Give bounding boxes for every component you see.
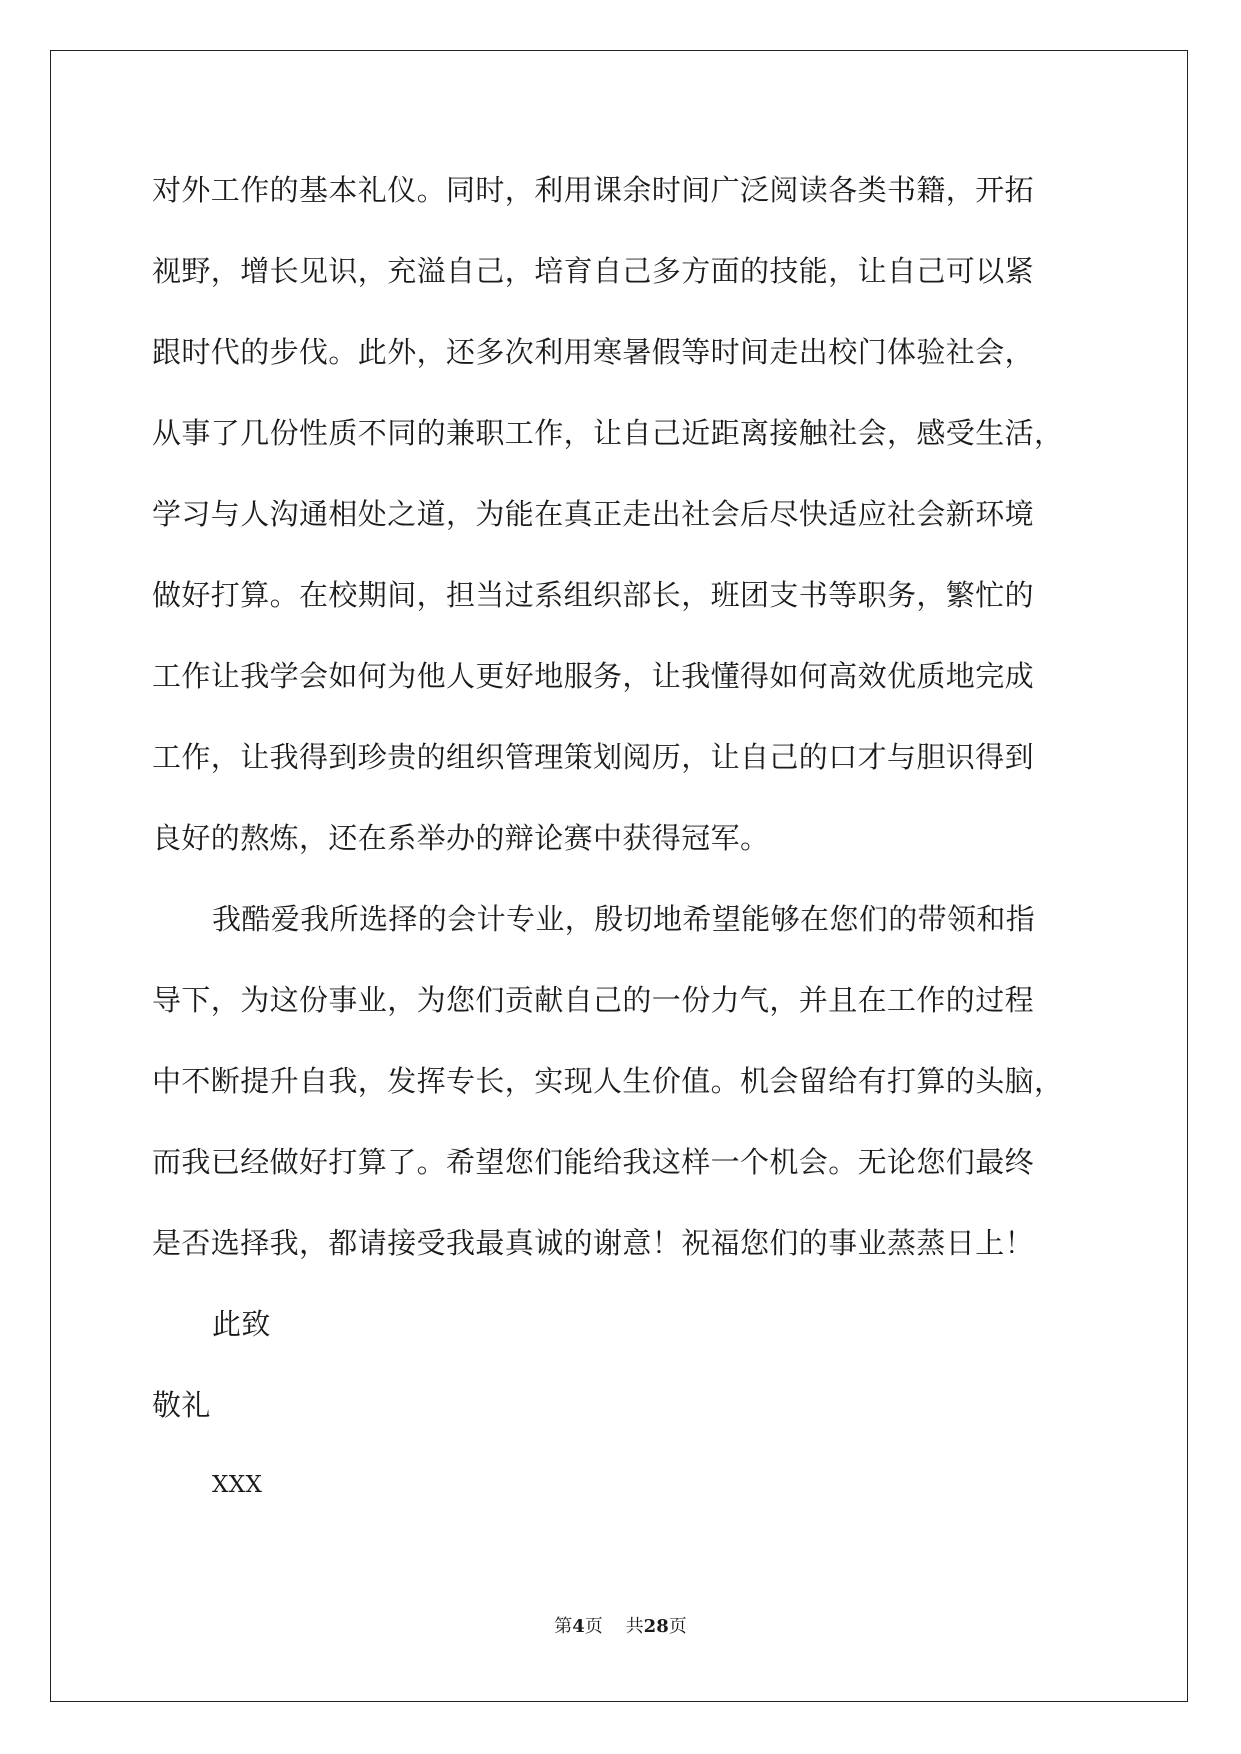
body-line: 工作，让我得到珍贵的组织管理策划阅历，让自己的口才与胆识得到	[152, 740, 1035, 774]
signature: XXX	[212, 1472, 263, 1498]
body-line: 视野，增长见识，充溢自己，培育自己多方面的技能，让自己可以紧	[152, 254, 1035, 288]
page-prefix: 第	[554, 1616, 573, 1637]
closing-regards: 敬礼	[152, 1388, 211, 1422]
body-line: 做好打算。在校期间，担当过系组织部长，班团支书等职务，繁忙的	[152, 578, 1035, 612]
body-line: 对外工作的基本礼仪。同时，利用课余时间广泛阅读各类书籍，开拓	[152, 173, 1035, 207]
paragraph-first-line: 我酷爱我所选择的会计专业，殷切地希望能够在您们的带领和指	[212, 902, 1036, 936]
closing-salutation: 此致	[212, 1307, 271, 1341]
page-border	[50, 50, 1188, 1702]
page-number: 4	[572, 1616, 585, 1637]
body-line: 从事了几份性质不同的兼职工作，让自己近距离接触社会，感受生活，	[152, 416, 1064, 450]
body-line: 是否选择我，都请接受我最真诚的谢意！祝福您们的事业蒸蒸日上！	[152, 1226, 1035, 1260]
body-line: 良好的熬炼，还在系举办的辩论赛中获得冠军。	[152, 821, 770, 855]
body-line: 而我已经做好打算了。希望您们能给我这样一个机会。无论您们最终	[152, 1145, 1035, 1179]
total-prefix: 共	[625, 1616, 644, 1637]
body-line: 跟时代的步伐。此外，还多次利用寒暑假等时间走出校门体验社会，	[152, 335, 1035, 369]
page-suffix: 页	[584, 1616, 603, 1637]
total-pages: 28	[643, 1616, 669, 1637]
body-line: 中不断提升自我，发挥专长，实现人生价值。机会留给有打算的头脑，	[152, 1064, 1064, 1098]
total-suffix: 页	[668, 1616, 687, 1637]
page-footer	[0, 1616, 1241, 1638]
body-line: 工作让我学会如何为他人更好地服务，让我懂得如何高效优质地完成	[152, 659, 1035, 693]
body-line: 学习与人沟通相处之道，为能在真正走出社会后尽快适应社会新环境	[152, 497, 1035, 531]
body-line: 导下，为这份事业，为您们贡献自己的一份力气，并且在工作的过程	[152, 983, 1035, 1017]
